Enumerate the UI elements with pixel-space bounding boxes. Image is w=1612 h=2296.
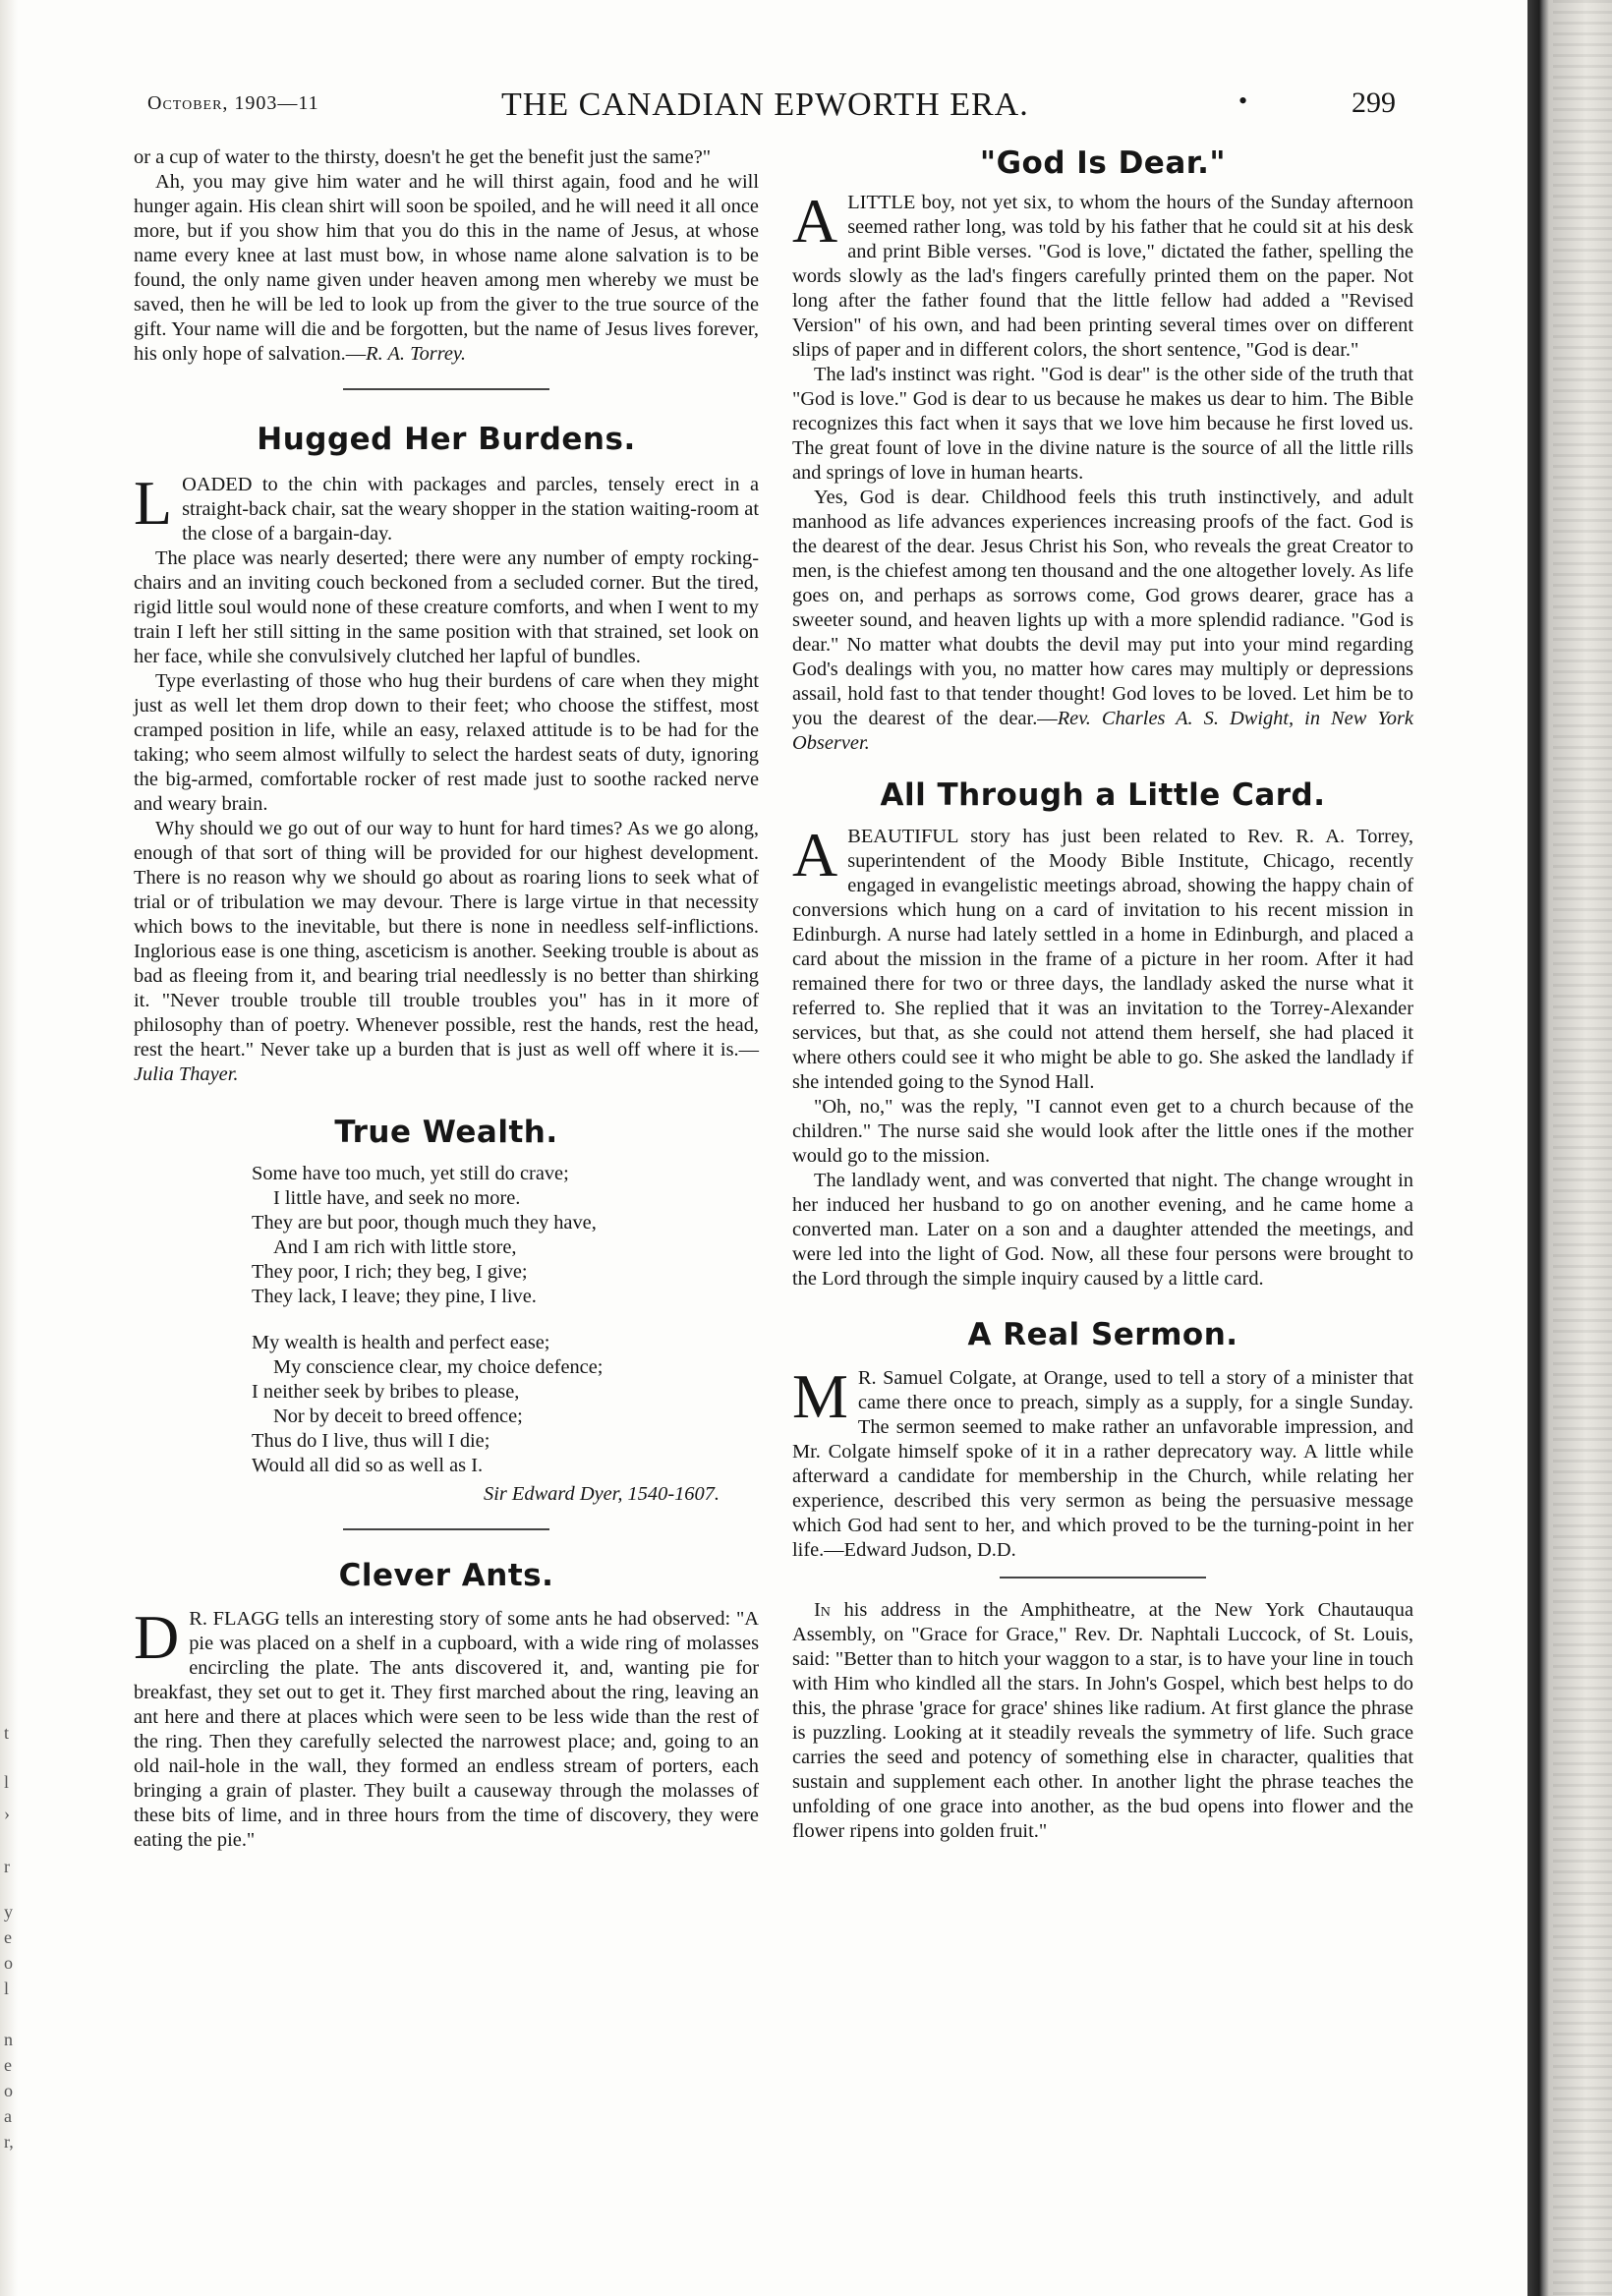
attribution: R. A. Torrey. (366, 343, 466, 365)
poem-line: And I am rich with little store, (273, 1236, 517, 1258)
paragraph-text: Yes, God is dear. Childhood feels this truth instinctively, and adult manhood as life advances experiences increasing proofs of the fact. God is the dearest of the dear. Jesus Christ his Son, who reveals the great Creator to men, is the chiefest among ten thousand and the one altogether lovely. As life goes on, and perhaps as sorrows come, God grows dearer, grace has a sweeter sound, and heaven lights up with a more splendid radiance. "God is dear." No matter what doubts the devil may put into your mind regarding God's dealings with you, no matter how cares may multiply or depressions assail, hold fast to that tender thought! God loves to be loved. Let him be to you the dearest of the dear.— (792, 487, 1413, 729)
bleed-char: › (4, 1804, 10, 1823)
bleed-char: e (4, 1927, 12, 1947)
header-bullet: • (1238, 86, 1248, 115)
left-column (134, 145, 759, 1853)
article-title: All Through a Little Card. (880, 777, 1326, 813)
drop-cap: L (134, 468, 173, 538)
drop-cap: A (792, 820, 838, 890)
poem-line: Some have too much, yet still do crave; (252, 1163, 569, 1184)
paragraph: "Oh, no," was the reply, "I cannot even get to a church because of the children." The nurse said she would look after the little ones if the mother would go to the mission. (792, 1096, 1413, 1167)
bleed-char: y (4, 1902, 13, 1922)
drop-cap: D (134, 1602, 180, 1672)
torrey-continuation (134, 145, 759, 367)
article-true-wealth (134, 1115, 759, 1507)
paragraph-text: R. FLAGG tells an interesting story of some ants he had observed: "A pie was placed on a shelf in a cupboard, with a wide ring of molasses encircling the plate. The ants discovered it, and, wanting pie for breakfast, they set out to get it. They first marched about the ring, leaving an ant here and there at places which were seen to be less wide than the rest of the ring. Then they carefully selected the narrowest place; and, going to an old nail-hole in the wall, they formed an endless stream of porters, each bringing a grain of plaster. They built a causeway through the molasses of these bits of lime, and in three hours from the time of discovery, they were eating the pie." (134, 1608, 759, 1851)
bleed-char: o (4, 2081, 13, 2100)
paragraph-text: Why should we go out of our way to hunt for hard times? As we go along, enough of that sort of thing will be provided for our highest development. There is no reason why we should go about as roaring lions to seek what of trial or of tribulation we may devour. There is large virtue in that necessity which bows to the inevitable, but there is none in needless self-inflictions. Inglorious ease is one thing, asceticism is another. Seeking trouble is about as bad as fleeing from it, and bearing trial needlessly is no better than shirking it. "Never trouble trouble till trouble troubles you" has in it more of philosophy than of poetry. Whenever possible, rest the hands, rest the head, rest the heart." Never take up a burden that is just as well off where it is.— (134, 818, 759, 1061)
right-column (792, 145, 1413, 1844)
bleed-char: e (4, 2055, 12, 2075)
paragraph-text: OADED to the chin with packages and parcles, tensely erect in a straight-back chair, sat the weary shopper in the station waiting-room at the close of a bargain-day. (182, 474, 759, 545)
paragraph (134, 170, 759, 367)
paragraph-text: R. Samuel Colgate, at Orange, used to tell a story of a minister that came there once to preach, simply as a supply, for a single Sunday. The sermon seemed to make rather an unfavorable impression, and Mr. Colgate himself spoke of it in a rather deprecatory way. A little while afterward a candidate for membership in the Church, while relating her experience, described this very sermon as being the persuasive message which God had sent to her, and which proved to be the turning-point in her life.—Edward Judson, D.D. (792, 1367, 1413, 1561)
article-clever-ants (134, 1558, 759, 1853)
paragraph-text: Ah, you may give him water and he will thirst again, food and he will hunger again. His clean shirt will soon be spoiled, and he will need it all once more, but if you show him that you do this in the name of Jesus, at whose name every knee at last must bow, in whose name alone salvation is to be found, the only name given under heaven among men whereby we must be saved, then he will be led to look up from the giver to the true source of the gift. Your name will die and be forgotten, but the name of Jesus lives forever, his only hope of salvation.— (134, 171, 759, 365)
paragraph (792, 1361, 1413, 1563)
article-all-through-a-little-card (792, 777, 1413, 1292)
bleed-char: t (4, 1723, 10, 1743)
paragraph: The lad's instinct was right. "God is dear" is the other side of the truth that "God is love." God is dear to us because he makes us dear to him. The Bible recognizes this fact when it says that we love him because he first loved us. The great fount of love in the divine nature is the source of all the little rills and springs of love in human hearts. (792, 364, 1413, 484)
attribution: Rev. Charles A. S. Dwight, in New York Observer. (792, 708, 1413, 754)
poem-line: My wealth is health and perfect ease; (252, 1332, 550, 1353)
drop-cap: M (792, 1361, 848, 1431)
paragraph (792, 820, 1413, 1095)
poem-attribution: Sir Edward Dyer, 1540-1607. (484, 1483, 720, 1505)
publication-title: THE CANADIAN EPWORTH ERA. (501, 86, 1029, 123)
poem-line: They lack, I leave; they pine, I live. (252, 1286, 537, 1307)
article-a-real-sermon (792, 1317, 1413, 1563)
article-hugged-her-burdens (134, 422, 759, 1087)
lead-word: In (814, 1599, 831, 1621)
bleed-char: n (4, 2030, 13, 2049)
article-title: A Real Sermon. (967, 1317, 1238, 1352)
poem-stanza-2 (252, 1331, 759, 1478)
article-title: True Wealth. (334, 1115, 558, 1150)
bleed-char: l (4, 1979, 10, 1998)
paragraph (134, 468, 759, 546)
poem-line: Would all did so as well as I. (252, 1455, 484, 1476)
paragraph (792, 1598, 1413, 1844)
poem-line: They are but poor, though much they have, (252, 1212, 597, 1234)
issue-date: October, 1903—11 (147, 92, 319, 114)
paragraph (792, 186, 1413, 363)
running-header (147, 86, 1396, 126)
paragraph (134, 817, 759, 1087)
page-number: 299 (1352, 86, 1396, 119)
article-title: Clever Ants. (338, 1558, 554, 1593)
bleed-char: a (4, 2106, 12, 2126)
paragraph (792, 486, 1413, 756)
bleed-char: o (4, 1953, 13, 1973)
attribution: Julia Thayer. (134, 1063, 239, 1085)
poem-line: Thus do I live, thus will I die; (252, 1430, 490, 1452)
article-title: "God Is Dear." (979, 145, 1227, 181)
paragraph-text: LITTLE boy, not yet six, to whom the hours of the Sunday afternoon seemed rather long, was told by his father that he could sit at his desk and print Bible verses. "God is love," dictated the father, spelling the words slowly as the lad's fingers carefully printed them on the paper. Not long after the father found that the little fellow had added a "Revised Version" of his own, and had been printing several times over on different slips of paper and in different colors, the short sentence, "God is dear." (792, 192, 1413, 361)
bleed-char: l (4, 1772, 10, 1792)
paragraph: or a cup of water to the thirsty, doesn't he get the benefit just the same?" (134, 146, 712, 168)
paragraph: The place was nearly deserted; there were any number of empty rocking-chairs and an inviting couch beckoned from a secluded corner. But the tired, rigid little soul would none of these creature comforts, and when I went to my train I left her still sitting in the same position with that strained, set look on her face, while she convulsively clutched her lapful of bundles. (134, 547, 759, 667)
poem-line: My conscience clear, my choice defence; (273, 1356, 604, 1378)
poem-line: Nor by deceit to breed offence; (273, 1406, 523, 1427)
paragraph (134, 1602, 759, 1853)
paragraph: The landlady went, and was converted that night. The change wrought in her induced her husband to go on another evening, and he came home a converted man. Later on a son and a daughter attended the meetings, and were led into the light of God. Now, all these four persons were brought to the Lord through the simple inquiry caused by a little card. (792, 1170, 1413, 1290)
poem-line: I neither seek by bribes to please, (252, 1381, 520, 1403)
poem-stanza-1 (252, 1162, 759, 1309)
poem-line: I little have, and seek no more. (273, 1187, 521, 1209)
drop-cap: A (792, 186, 838, 256)
paragraph: Type everlasting of those who hug their burdens of care when they might just as well let them drop down to their feet; who choose the stiffest, most cramped position in life, while an easy, relaxed attitude is to be had for the taking; who seem almost wilfully to select the hardest seats of duty, ignoring the big-armed, comfortable rocker of rest made just to soothe racked nerve and weary brain. (134, 670, 759, 815)
bleed-char: r, (4, 2132, 14, 2152)
article-grace-for-grace (792, 1598, 1413, 1844)
poem-line: They poor, I rich; they beg, I give; (252, 1261, 528, 1283)
article-god-is-dear (792, 145, 1413, 756)
book-binding-edge (1527, 0, 1612, 2296)
article-title: Hugged Her Burdens. (257, 422, 636, 457)
paragraph-text: BEAUTIFUL story has just been related to Rev. R. A. Torrey, superintendent of the Moody Bible Institute, Chicago, recently engaged in evangelistic meetings abroad, showing the happy chain of conversions which hung on a card of invitation to his recent mission in Edinburgh. A nurse had lately settled in a home in Edinburgh, and placed a card about the mission in the frame of a picture in her room. After it had remained there for two or three days, the landlady asked the nurse what it referred to. She replied that it was an invitation to the Torrey-Alexander services, but that, as she could not attend them herself, she had placed it where others could see it who might be able to go. She asked the landlady if she intended going to the Synod Hall. (792, 826, 1413, 1093)
paragraph-text: his address in the Amphitheatre, at the New York Chautauqua Assembly, on "Grace for Grace," Rev. Dr. Naphtali Luccock, of St. Louis, said: "Better than to hitch your waggon to a star, is to have your line in touch with Him who kindled all the stars. In John's Gospel, which best helps to do this, the phrase 'grace for grace' shines like radium. At first glance the phrase is puzzling. Looking at it steadily reveals the symmetry of life. Such grace carries the seed and potency of something else in character, qualities that sustain and supplement each other. In another light the phrase teaches the unfolding of one grace into another, as the bud opens into flower and the flower ripens into golden fruit." (792, 1599, 1413, 1842)
bleed-char: r (4, 1857, 10, 1876)
